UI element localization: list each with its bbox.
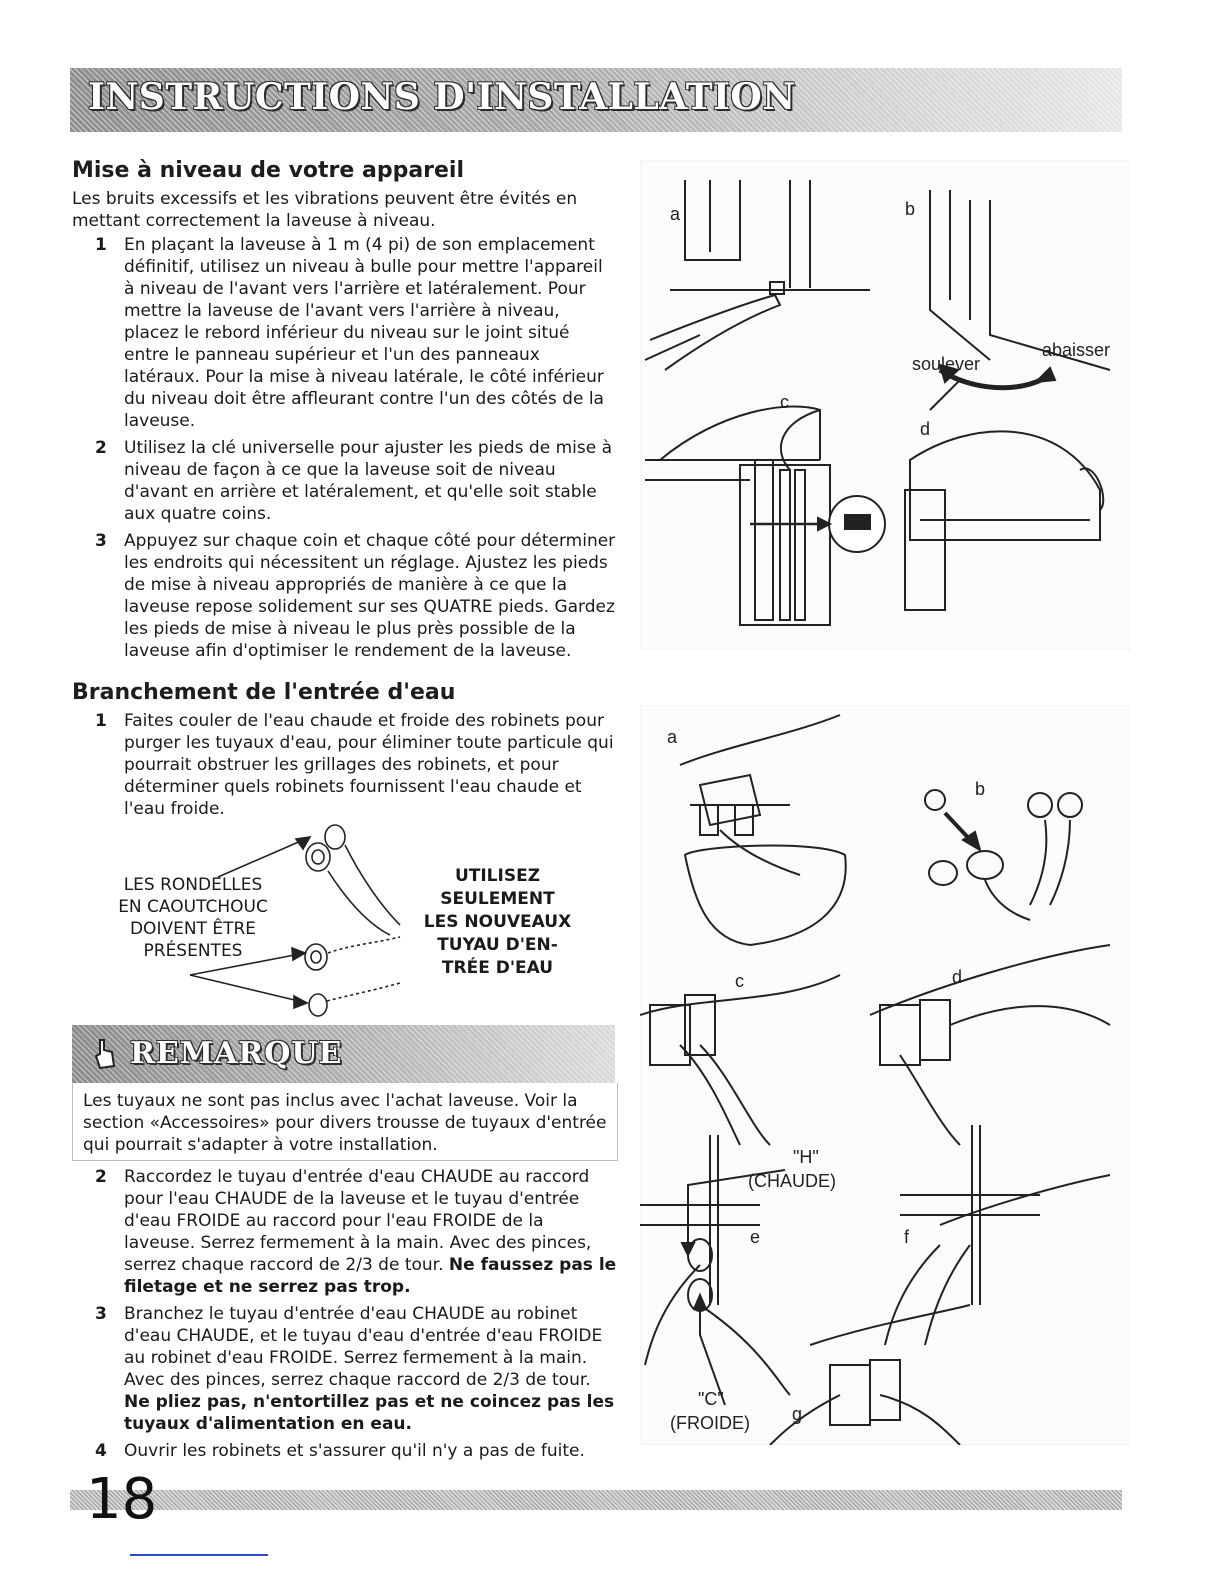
step-number: 1 — [95, 235, 107, 255]
list-item — [72, 437, 617, 525]
figure-label: a — [667, 727, 678, 747]
figure-label: c — [780, 392, 789, 412]
figure-label: g — [792, 1404, 803, 1424]
leveling-heading: Mise à niveau de votre appareil — [72, 158, 465, 183]
list-item — [72, 710, 617, 820]
figure-label: e — [750, 1227, 761, 1247]
figure-label: a — [670, 204, 681, 224]
note-header — [72, 1025, 615, 1083]
figure-label: d — [952, 967, 963, 987]
figure-label: f — [904, 1227, 910, 1247]
lower-label: abaisser — [1042, 340, 1111, 360]
warning-line: TRÉE D'EAU — [441, 958, 554, 978]
washer-note-line: EN CAOUTCHOUC — [118, 897, 268, 917]
leveling-section — [72, 158, 617, 667]
header-banner — [70, 68, 1122, 132]
step-number: 2 — [95, 1167, 107, 1187]
figure-label: b — [905, 199, 916, 219]
washer-note — [98, 874, 288, 962]
water-heading: Branchement de l'entrée d'eau — [72, 680, 456, 705]
page-number: 18 — [86, 1467, 158, 1532]
figure-label: c — [735, 971, 744, 991]
step-number: 3 — [95, 1304, 107, 1324]
step-warning: Ne faussez pas le filetage et ne serrez pas trop. — [124, 1255, 617, 1297]
washer-note-line: PRÉSENTES — [143, 941, 243, 961]
step-number: 2 — [95, 438, 107, 458]
figure-label: b — [975, 779, 986, 799]
washer-note-line: LES RONDELLES — [123, 875, 263, 895]
water-connection-illustration — [640, 705, 1130, 1445]
step-text: Faites couler de l'eau chaude et froide des robinets pour purger les tuyaux d'eau, pour éliminer toute particule qui pourrait obstruer les grillages des robinets, et pour déterminer quels robinets fournissent l'eau chaude et l'eau froide. — [124, 711, 614, 819]
bottom-rule — [130, 1554, 268, 1556]
warning-line: SEULEMENT — [440, 889, 555, 909]
step-text: Branchez le tuyau d'entrée d'eau CHAUDE au robinet d'eau CHAUDE, et le tuyau d'eau d'entrée d'eau FROIDE au robinet d'eau FROIDE. Serrez fermement à la main. Avec des pinces, serrez chaque raccord de 2/3 de tour. — [124, 1304, 603, 1390]
water-section — [72, 680, 617, 825]
leveling-illustration — [640, 160, 1130, 650]
step-text: Appuyez sur chaque coin et chaque côté pour déterminer les endroits qui nécessitent un réglage. Ajustez les pieds de mise à niveau appropriés de manière à ce que la laveuse repose solidement sur ses QUATRE pieds. Gardez les pieds de mise à niveau le plus près possible de la laveuse afin d'optimiser le rendement de la laveuse. — [124, 531, 616, 661]
hot-code-label: "H" — [793, 1147, 819, 1167]
figure-label: d — [920, 419, 931, 439]
step-text: En plaçant la laveuse à 1 m (4 pi) de son emplacement définitif, utilisez un niveau à bulle pour mettre l'appareil à niveau de l'avant vers l'arrière et latéralement. Pour mettre la laveuse de l'avant vers l'arrière à niveau, placez le rebord inférieur du niveau sur le joint situé entre le panneau supérieur et l'un des panneaux latéraux. Pour la mise à niveau latérale, le côté inférieur du niveau doit être affleurant contre l'un des côtés de la laveuse. — [124, 235, 604, 431]
warning-line: TUYAU D'EN- — [437, 935, 558, 955]
water-section-continued — [72, 1166, 617, 1467]
intro-line: Les bruits excessifs et les vibrations peuvent être évités en — [72, 189, 578, 209]
warning-line: UTILISEZ — [454, 866, 541, 886]
step-text: Raccordez le tuyau d'entrée d'eau CHAUDE au raccord pour l'eau CHAUDE de la laveuse et le tuyau d'entrée d'eau FROIDE au raccord pour l'eau FROIDE de la laveuse. Serrez fermement à la main. Avec des pinces, serrez chaque raccord de 2/3 de tour. — [124, 1167, 592, 1275]
washer-note-line: DOIVENT ÊTRE — [129, 919, 257, 939]
footer-band — [70, 1490, 1122, 1510]
step-number: 3 — [95, 531, 107, 551]
note-text: Les tuyaux ne sont pas inclus avec l'achat laveuse. Voir la section «Accessoires» pour divers trousse de tuyaux d'entrée qui pourrait s'adapter à votre installation. — [72, 1083, 618, 1161]
warning-line: LES NOUVEAUX — [423, 912, 572, 932]
leveling-intro — [72, 188, 617, 232]
water-steps-2 — [72, 1166, 617, 1462]
step-number: 4 — [95, 1441, 107, 1461]
water-steps-1 — [72, 710, 617, 820]
leveling-steps — [72, 234, 617, 662]
new-hose-warning — [420, 865, 575, 980]
list-item — [72, 1440, 617, 1462]
raise-label: soulever — [912, 354, 981, 374]
hot-label: (CHAUDE) — [748, 1171, 836, 1191]
list-item — [72, 1166, 617, 1298]
cold-code-label: "C" — [698, 1389, 724, 1409]
step-text: Utilisez la clé universelle pour ajuster les pieds de mise à niveau de façon à ce que la laveuse soit de niveau d'avant en arrière et latéralement, et qu'elle soit stable aux quatre coins. — [124, 438, 612, 524]
step-number: 1 — [95, 711, 107, 731]
list-item — [72, 234, 617, 432]
page-title: INSTRUCTIONS D'INSTALLATION — [88, 76, 796, 118]
list-item — [72, 1303, 617, 1435]
list-item — [72, 530, 617, 662]
hand-pointer-icon — [92, 1038, 118, 1070]
note-title: REMARQUE — [130, 1036, 343, 1071]
step-text: Ouvrir les robinets et s'assurer qu'il n'y a pas de fuite. — [124, 1441, 585, 1461]
step-warning: Ne pliez pas, n'entortillez pas et ne coincez pas les tuyaux d'alimentation en eau. — [124, 1392, 615, 1434]
intro-line: mettant correctement la laveuse à niveau. — [72, 211, 436, 231]
cold-label: (FROIDE) — [670, 1413, 750, 1433]
